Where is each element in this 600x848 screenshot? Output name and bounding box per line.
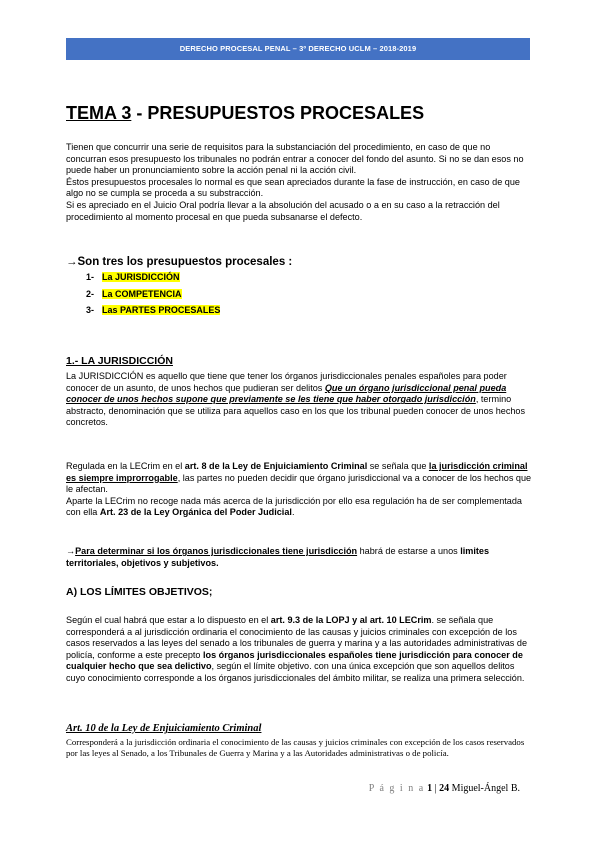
header-band: DERECHO PROCESAL PENAL – 3º DERECHO UCLM – 2018-2019	[66, 38, 530, 60]
section-title-limites-objetivos: A) LOS LÍMITES OBJETIVOS;	[66, 586, 213, 598]
list-item: 3- Las PARTES PROCESALES	[86, 305, 221, 315]
page-footer: P á g i n a 1 | 24 Miguel-Ángel B.	[368, 783, 520, 794]
section-title-jurisdiccion: 1.- LA JURISDICCIÓN	[66, 355, 173, 367]
intro-p1: Tienen que concurrir una serie de requisitos para la substanciación del procedimiento, en caso de que no concurran esos presupuesto los tribunales no podrán entrar a conocer del fondo del asunto. Si no se dan esos no puede haber un pronunciamiento sobre la acción penal ni la acción civil.	[66, 142, 524, 176]
intro-p2: Éstos presupuestos procesales lo normal es que sean apreciados durante la fase de instrucción, en caso de que algo no se cumpla se proceda a su substracción.	[66, 176, 520, 199]
title-rest: - PRESUPUESTOS PROCESALES	[131, 103, 425, 123]
jurisdiccion-paragraph-3: →Para determinar si los órganos jurisdiccionales tiene jurisdicción habrá de estarse a unos limites territoriales, objetivos y subjetivos.	[66, 546, 490, 568]
list-item: 2- La COMPETENCIA	[86, 288, 182, 299]
jurisdiccion-paragraph-1: La JURISDICCIÓN es aquello que tiene que tener los órganos jurisdiccionales penales españoles para poder conocer de un asunto, de unos hechos que pudieran ser delitos Que un órgano jurisdiccional penal pueda conocer de unos hechos supone que previamente se les tiene que haber otorgado jurisdicción, termino abstracto, denominación que se utiliza para aquellos caso en los que los tribunal pueden conocer de unos hechos concretos.	[66, 371, 526, 428]
title-prefix: TEMA 3	[66, 103, 132, 123]
article-text: Corresponderá a la jurisdicción ordinaria el conocimiento de las causas y juicios criminales con excepción de los casos reservados por las leyes al Senado, a los Tribunales de Guerra y Marina y a las Autoridades administrativas o de policía.	[66, 737, 525, 758]
page-label: P á g i n a	[368, 783, 425, 794]
intro-paragraphs	[66, 142, 532, 223]
intro-p3: Si es apreciado en el Juicio Oral podría llevar a la absolución del acusado o a en su caso a la retracción del procedimiento al momento procesal en que pueda subsanarse el defecto.	[66, 199, 500, 222]
article-heading: Art. 10 de la Ley de Enjuiciamiento Criminal	[66, 723, 262, 734]
jurisdiccion-paragraph-2: Regulada en la LECrim en el art. 8 de la Ley de Enjuiciamiento Criminal se señala que la jurisdicción criminal es siempre improrrogable, las partes no pueden decidir que órgano jurisdiccional va a conocer de los hechos que le afectan. Aparte la LECrim no recoge nada más acerca de la jurisdicción por ello esa regulación ha de ser complementada con ella Art. 23 de la Ley Orgánica del Poder Judicial.	[66, 461, 532, 518]
presupuestos-list	[86, 269, 220, 319]
author-name: Miguel-Ángel B.	[451, 783, 520, 794]
presupuestos-heading: →Son tres los presupuestos procesales :	[66, 256, 293, 268]
list-item: 1- La JURISDICCIÓN	[86, 272, 180, 282]
limites-paragraph: Según el cual habrá que estar a lo dispuesto en el art. 9.3 de la LOPJ y al art. 10 LECrim. se señala que corresponderá a al jurisdicción ordinaria el conocimiento de las causas y juicios criminales con excepción de los casos reservados a las leyes del senado a los tribunales de guerra y marina y a las autoridades administrativas de policía, conforme a este precepto los órganos jurisdiccionales españoles tiene jurisdicción para conocer de cualquier hecho que sea delictivo, según el límite objetivo. con una única excepción que son aquellos delitos cuyo conocimiento corresponde a los órganos jurisdiccionales del ámbito militar, se realiza una primera selección.	[66, 615, 527, 683]
page-number: 1	[427, 783, 433, 794]
page-total: 24	[439, 783, 450, 794]
page-title	[66, 103, 424, 124]
